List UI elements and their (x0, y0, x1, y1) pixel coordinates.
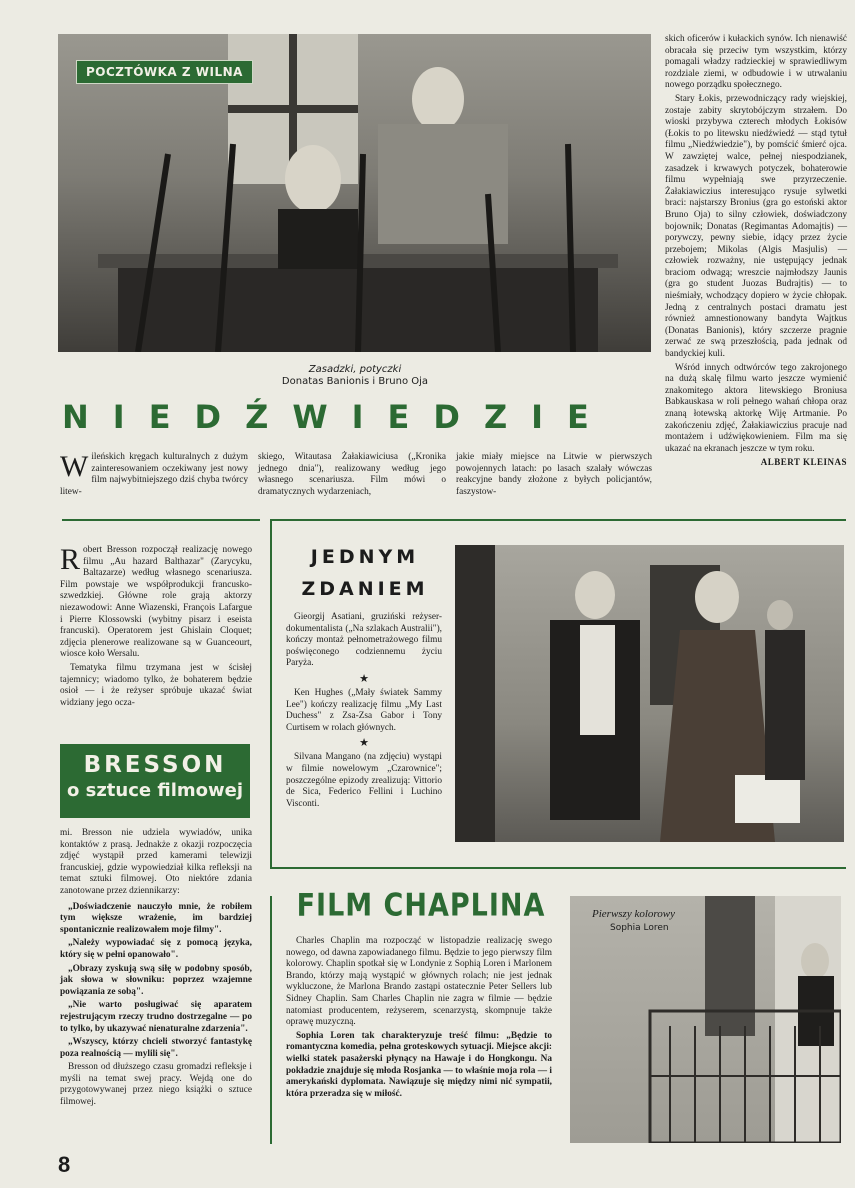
bresson-quote: „Doświadczenie nauczyło mnie, że robiłem tym większe wrażenie, im bardziej spontanicznie realizowałem moje filmy". (60, 901, 252, 935)
bresson-quote: „Wszyscy, którzy chcieli stworzyć fantastykę poza realnością — mylili się". (60, 1037, 252, 1059)
right-para-2: Stary Łokis, przewodniczący rady wiejskiej, zostaje zabity skrytobójczym strzałem. Do wioski przybywa czterech młodych Łokisów (Łokis to po litewsku niedźwiedź — stąd tytuł filmu „Niedźwiedzie"), by pomścić śmierć ojca. W zawziętej walce, pełnej niespodzianek, zasadzek i krwawych potyczek, bohaterowie filmu wypełniają swe przyrzeczenie. Żałakiawiczius interesująco rysuje sylwetki braci: najstarszy Bronius (gra go estoński aktor Bruno Oja) to silny człowiek, doświadczony bojownik; Donatas (Regimantas Adomajtis) — porywczy, pewny siebie, idący przez życie przebojem; Mikolas (Algis Masjulis) — człowiek rozważny, nie ustępujący jednak braciom odwagą; wreszcie najmłodszy Jaunis (gra go student Juozas Budrajtis) — to nieśmiały, wchodzący dopiero w życie chłopak. Jedną z centralnych postaci dramatu jest również amnestionowany bandyta Wajtkus (Donatas Banionis), który szczerze pragnie zerwać ze swą przeszłością, pada jednak od bandyckiej kuli. (665, 93, 847, 360)
divider-h-left (62, 519, 260, 521)
jednym-item: Silvana Mangano (na zdjęciu) wystąpi w filmie nowelowym „Czarownice"; poszczególne epizody zrealizują: Vittorio de Sica, Federico Fellini i Luchino Visconti. (286, 752, 442, 809)
bresson-title: BRESSON (83, 752, 227, 778)
section-badge: POCZTÓWKA Z WILNA (76, 60, 253, 84)
divider-chaplin-left (270, 896, 272, 1144)
bresson-upper-p2: Tematyka filmu trzymana jest w ścisłej tajemnicy; wiadomo tylko, że bohaterem będzie osioł — i że reżyser spróbuje ukazać świat widziany jego ocza- (60, 662, 252, 708)
bresson-quote: „Obrazy zyskują swą siłę w podobny sposób, jak słowa w słowniku: poprzez wzajemne powiązania ze sobą". (60, 963, 252, 997)
jednym-title-2: ZDANIEM (301, 578, 429, 600)
star-separator: ★ (359, 737, 369, 750)
divider-frame-bottom (270, 867, 846, 869)
dropcap: W (60, 450, 89, 483)
divider-frame-left (270, 519, 272, 869)
bresson-subtitle: o sztuce filmowej (66, 780, 244, 801)
jednym-items (286, 612, 442, 812)
right-para-3: Wśród innych odtwórców tego zakrojonego na dużą skalę filmu warto jeszcze wymienić znakomitego aktora litewskiego Broniusa Babkauskasa w roli pełnego wahań chłopa oraz znaną łotewską aktorkę Wiję Artmanie. Po zakończeniu zdjęć, Żałakiawiczius pracuje nad montażem i udźwiękowieniem. Film ma się ukazać na ekranach jeszcze w tym roku. (665, 362, 847, 454)
chaplin-text (286, 936, 552, 1102)
bresson-lower (60, 828, 252, 1111)
right-column (665, 34, 847, 471)
intro-col-2: skiego, Witautasa Żałakiawiciusa („Kronika jednego dnia"), realizowany według jego własnego scenariusza. Film mówi o dramatycznych wydarzeniach, (258, 452, 446, 497)
bresson-quote: „Nie warto posługiwać się aparatem rejestrującym rzeczy trudno dostrzegalne — po to tylko, by ukazywać nienaturalne zdarzenia". (60, 1000, 252, 1034)
top-photo (58, 34, 651, 352)
loren-caption-1: Pierwszy kolorowy (592, 908, 675, 920)
bresson-title-box (60, 744, 250, 818)
intro-col-3: jakie miały miejsce na Litwie w pierwszych powojennych latach: po lasach szalały wówczas reakcyjne bandy złożone z byłych policjantów, faszystow- (456, 452, 652, 497)
loren-caption-2: Sophia Loren (610, 923, 669, 933)
photo-caption-line2: Donatas Banionis i Bruno Oja (281, 376, 429, 387)
main-title: NIEDŹWIEDZIE (62, 398, 613, 436)
loren-photo (570, 896, 841, 1143)
photo-caption-line1: Zasadzki, potyczki (308, 364, 402, 375)
chaplin-para: Sophia Loren tak charakteryzuje treść filmu: „Będzie to romantyczna komedia, pełna groteskowych sytuacji. Miejsce akcji: wielki statek pasażerski płynący na Hawaje i do Hongkongu. Na pokładzie znajduje się młoda Rosjanka — to właśnie moja rola — i amerykański dyplomata. Nawiązuje się między nimi nić sympatii, która przeradza się w miłość. (286, 1030, 552, 1099)
page-number: 8 (58, 1152, 71, 1177)
mangano-illustration (455, 545, 844, 842)
star-separator: ★ (359, 672, 369, 685)
bresson-dropcap: R (60, 543, 81, 576)
chaplin-para: Charles Chaplin ma rozpocząć w listopadzie realizację swego nowego, od dawna zapowiadanego filmu. Będzie to jego pierwszy film kolorowy. Chaplin spotkał się w Londynie z Sophią Loren i Marlonem Brando, którzy mają wystąpić w głównych rolach; nie jest jednak wykluczone, że Marlona Brando zastąpi ostatecznie Peter Sellers lub Sidney Chaplin. Sam Charles Chaplin nie zagra w filmie — będzie natomiast producentem, reżyserem, scenarzystą, skompnuje także oprawę muzyczną. (286, 936, 552, 1028)
jednym-item: Gieorgij Asatiani, gruziński reżyser-dokumentalista („Na szlakach Australii"), kończy montaż pełnometrażowego filmu poświęconego codziennemu życiu Paryża. (286, 612, 442, 669)
bresson-lower-intro: mi. Bresson nie udziela wywiadów, unika kontaktów z prasą. Jednakże z okazji rozpoczęcia zdjęć wystąpił przed kamerami telewizji francuskiej, gdzie wypowiedział kilka refleksji na temat sztuki filmowej. Oto niektóre zdania zanotowane przez dziennikarzy: (60, 828, 252, 896)
author: ALBERT KLEINAS (760, 457, 847, 468)
right-para-1: skich oficerów i kułackich synów. Ich nienawiść obracała się przeciw tym wszystkim, którzy pomagali władzy radzieckiej w sprawiedliwym rozdziale ziemi, w odbudowie i w utrwalaniu nowego porządku społecznego. (665, 34, 847, 91)
chaplin-title: FILM CHAPLINA (296, 887, 546, 924)
bresson-quote: „Należy wypowiadać się z pomocą języka, który się w pełni opanowało". (60, 938, 252, 960)
bresson-outro: Bresson od dłuższego czasu gromadzi refleksje i myśli na temat swej pracy. Wejdą one do przygotowywanej przez niego książki o sztuce filmowej. (60, 1062, 252, 1108)
mangano-photo (455, 545, 844, 842)
intro-col-1 (60, 452, 248, 498)
divider-frame-top (270, 519, 846, 521)
jednym-item: Ken Hughes („Mały światek Sammy Lee") kończy realizację filmu „My Last Duchess" z Zsa-Zsa Gabor i Tony Curtisem w rolach głównych. (286, 687, 442, 733)
bresson-upper-p1: obert Bresson rozpoczął realizację nowego filmu „Au hazard Balthazar" (Zarycyku, Baltazarze) według własnego scenariusza. Film powstaje we współprodukcji francusko-szwedzkiej. Główne role grają aktorzy niezawodowi: Anne Wiazenski, François Lafargue i Pierre Klossowski (wybitny pisarz i eseista francuski). Operatorem jest Ghislain Cloquet; zdjęcia plenerowe realizowane są w Guanceourt, wiosce koło Wersalu. (60, 545, 252, 660)
bresson-upper (60, 545, 252, 711)
jednym-title: JEDNYM (310, 546, 420, 568)
intro-col-1-text: ileńskich kręgach kulturalnych z dużym zainteresowaniem oczekiwany jest nowy film najwybitniejszego dziś chyba twórcy litew- (60, 452, 248, 497)
